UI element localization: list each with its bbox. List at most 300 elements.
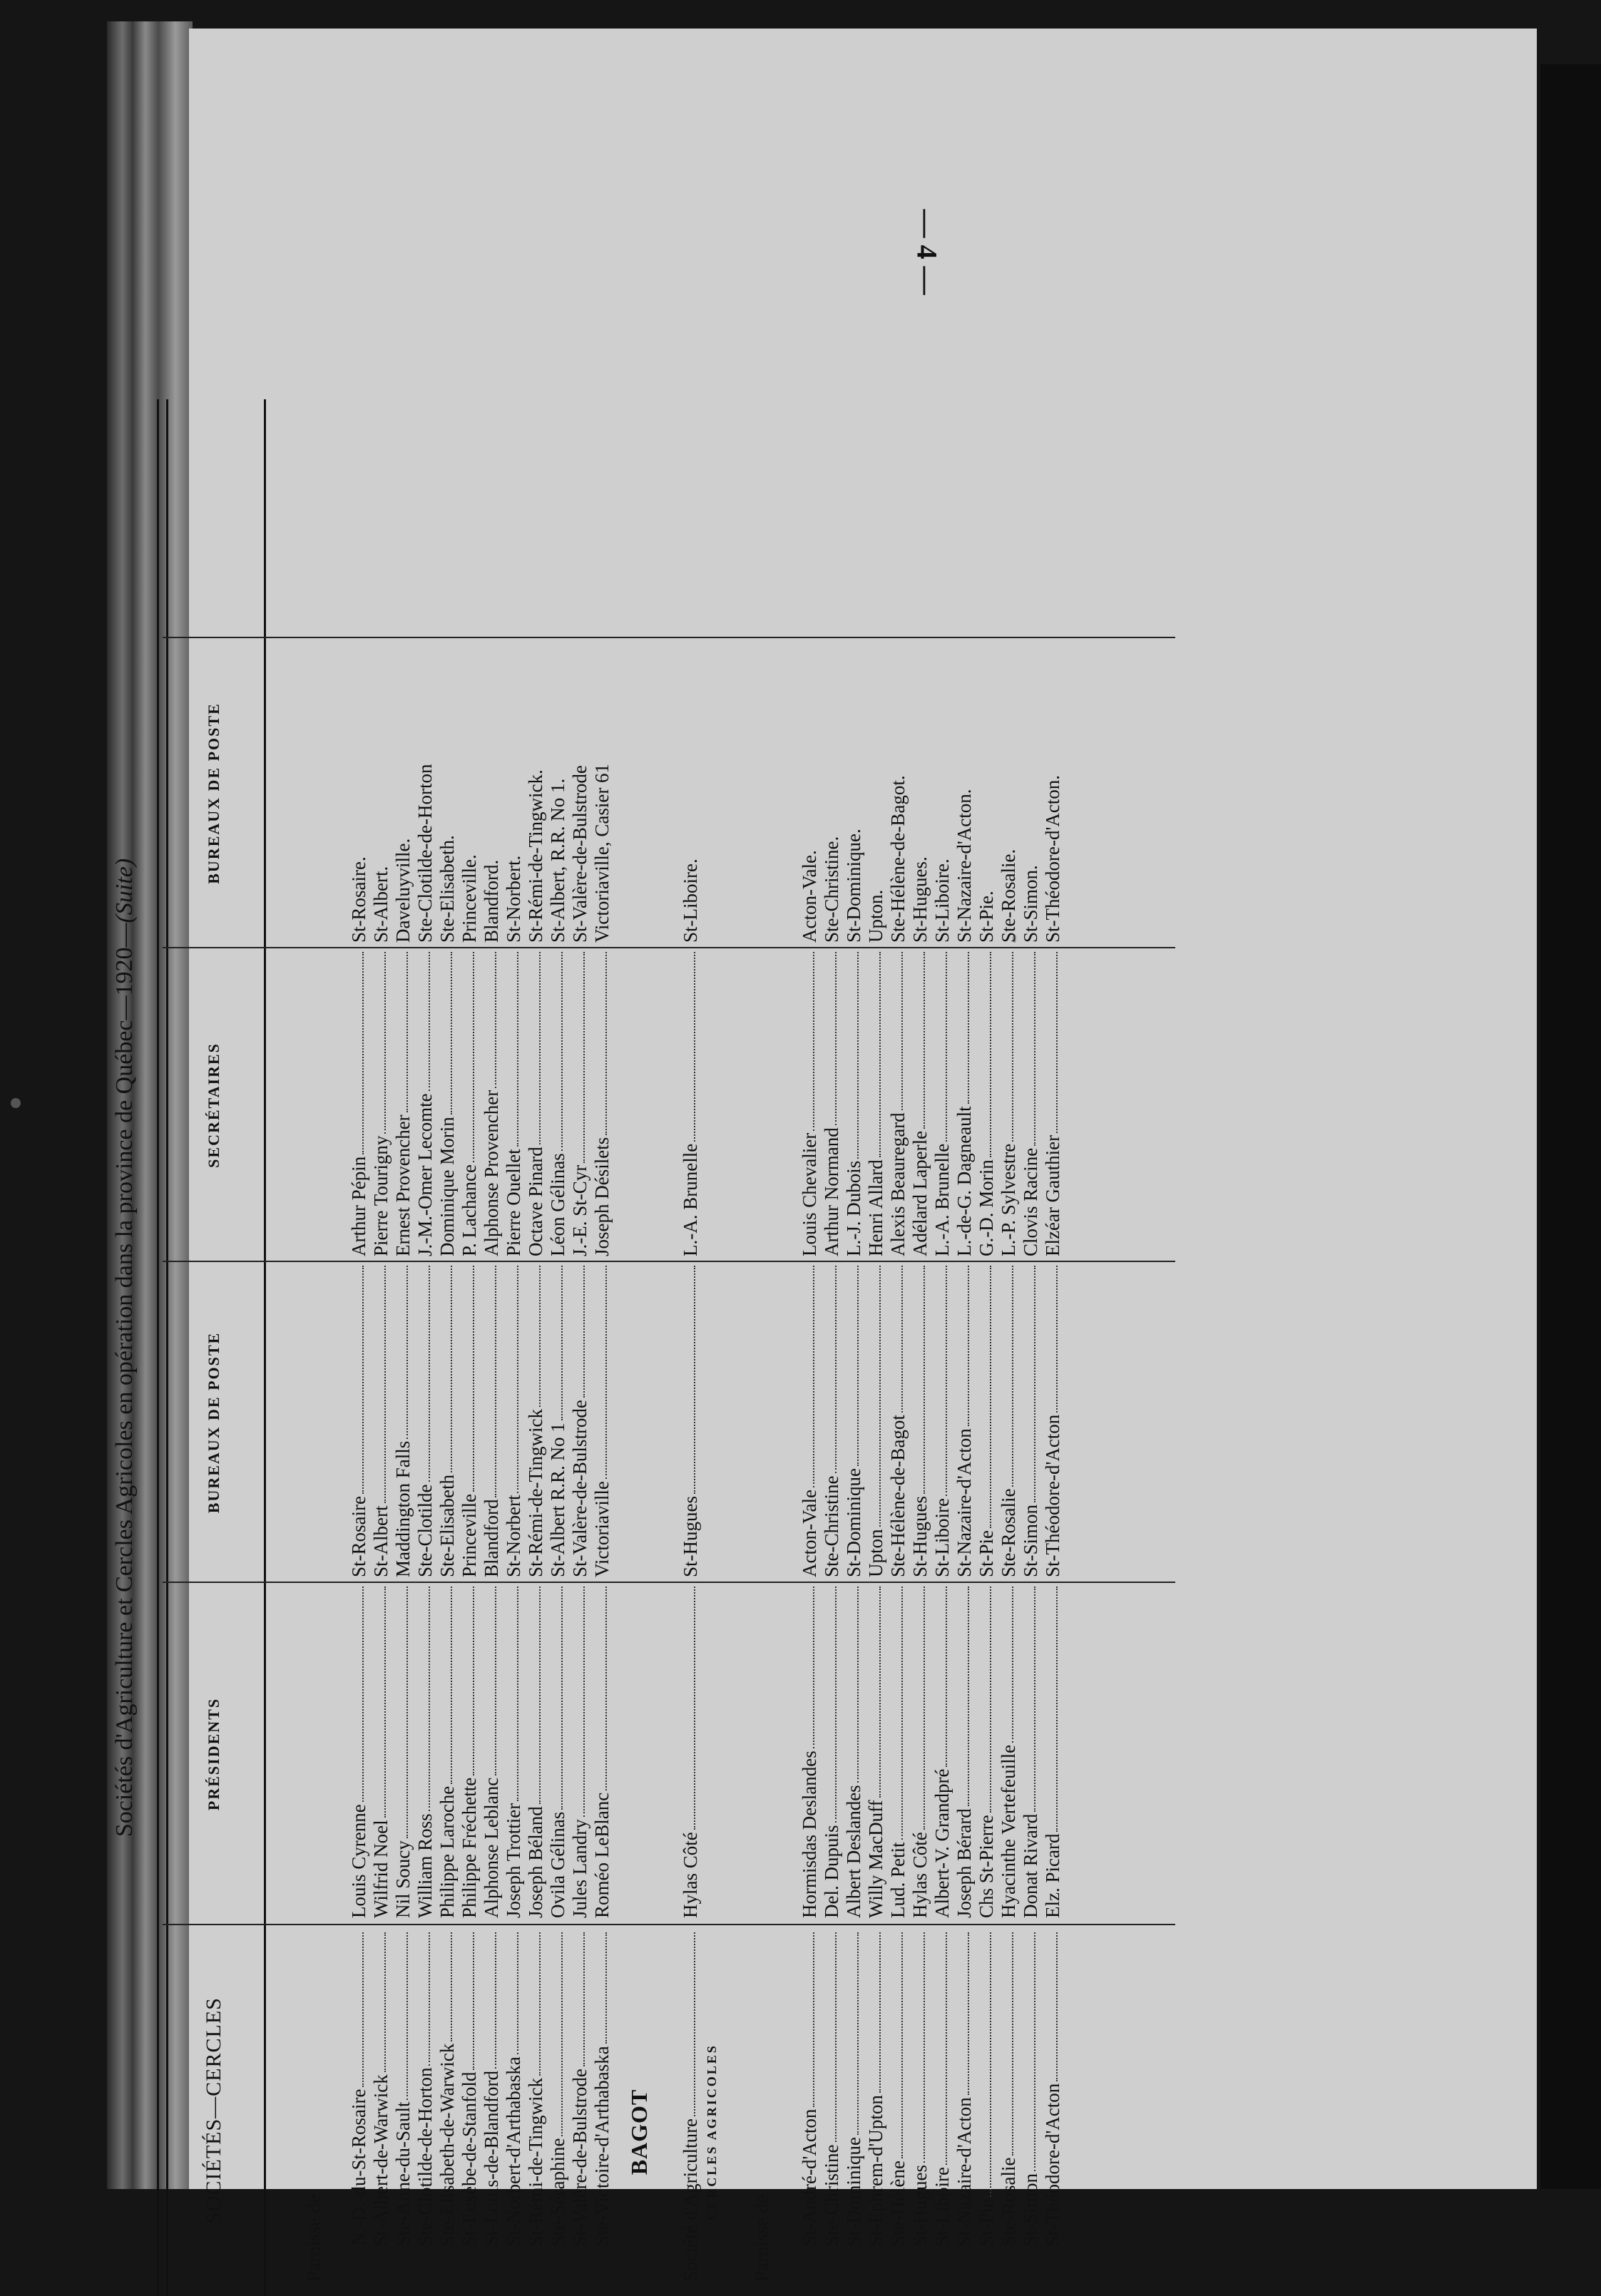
cell-text: St-Dominique. [843, 829, 864, 943]
dot-leader [953, 1266, 969, 1426]
cell-president [348, 1587, 370, 1918]
cell-text: Ste-Anne-du-Sault [392, 2101, 414, 2246]
dot-leader [821, 1587, 837, 1823]
section-cercles-agricoles: CERCLES AGRICOLES [705, 2044, 719, 2220]
cell-secretaire [887, 952, 909, 1256]
header-bureaux-2: BUREAUX DE POSTE [205, 702, 222, 884]
dot-leader [1020, 1266, 1035, 1502]
dot-leader [931, 1266, 947, 1496]
cell-text: Société d'Agriculture [680, 2118, 701, 2282]
cell-text: Joseph Trottier [503, 1803, 524, 1918]
cell-text: St-Rémi-de-Tingwick. [525, 769, 546, 943]
cell-text: Ovila Gélinas [547, 1811, 568, 1918]
cell-societe [1020, 1932, 1042, 2246]
dot-leader [569, 1932, 585, 2066]
dot-leader [1042, 1932, 1058, 2081]
cell-bureau2 [591, 642, 613, 943]
cell-bureau2 [931, 642, 953, 943]
cell-bureau2 [348, 642, 370, 943]
cell-societe [392, 1932, 414, 2246]
cell-president [503, 1587, 525, 1918]
cell-text: St-Eusèbe-de-Stanfold [459, 2071, 480, 2246]
cell-text: St-Hugues. [909, 856, 931, 943]
cell-text: St-Pie [976, 2198, 997, 2246]
cell-text: L.-P. Sylvestre [998, 1143, 1019, 1256]
cell-bureau1 [481, 1266, 503, 1577]
cell-text: St-Simon [1020, 1504, 1041, 1577]
dot-leader [931, 952, 947, 1142]
dot-leader [370, 952, 386, 1134]
cell-text: St-Simon. [1020, 865, 1041, 943]
cell-text: Henri Allard [865, 1159, 886, 1256]
cell-text: Blandford [481, 1499, 502, 1577]
dot-leader [680, 952, 695, 1142]
label-paroisse-2: Paroisse de [751, 2194, 772, 2282]
cell-text: Joseph Béland [525, 1806, 546, 1918]
cell-societe [953, 1932, 976, 2246]
dot-leader [998, 952, 1013, 1142]
cell-text: St-Norbert. [503, 855, 524, 943]
cell-text: Princeville [459, 1494, 480, 1577]
cell-societe [909, 1932, 931, 2246]
cell-secretaire [998, 952, 1020, 1256]
table-row [1042, 399, 1064, 2296]
cell-bureau2 [887, 642, 909, 943]
cell-secretaire [953, 952, 976, 1256]
dot-leader [392, 952, 408, 1112]
cell-president [821, 1587, 843, 1918]
cell-president [680, 1587, 702, 1918]
dot-leader [865, 1266, 881, 1527]
cell-text: St-Louis-de-Blandford [481, 2071, 502, 2246]
cell-text: Elzéar Gauthier [1042, 1134, 1063, 1256]
cell-president [887, 1587, 909, 1918]
cell-secretaire [843, 952, 865, 1256]
cell-bureau2 [1042, 642, 1064, 943]
table-row [799, 399, 821, 2296]
dot-leader [865, 952, 881, 1157]
dot-leader [525, 1266, 541, 1407]
table-row [821, 399, 843, 2296]
dot-leader [481, 1932, 496, 2069]
cell-text: L.-de-G. Dagneault [953, 1106, 975, 1256]
dot-leader [525, 1587, 541, 1804]
cell-text: Upton. [865, 889, 886, 943]
cell-bureau2 [680, 642, 702, 943]
cell-bureau2 [821, 642, 843, 943]
cell-text: Lud. Petit [887, 1842, 909, 1918]
cell-bureau1 [1020, 1266, 1042, 1577]
cell-president [953, 1587, 976, 1918]
cell-societe [348, 1932, 370, 2246]
cell-text: Ste-Victoire-d'Arthabaska [591, 2046, 613, 2246]
cell-text: P. Lachance [459, 1164, 480, 1256]
cell-text: Louis Cyrenne [348, 1804, 369, 1918]
dot-leader [591, 1587, 607, 1790]
cell-text: St-Albert. [370, 866, 392, 943]
cell-secretaire [481, 952, 503, 1256]
cell-secretaire [909, 952, 931, 1256]
dot-leader [976, 1932, 991, 2197]
cell-bureau1 [370, 1266, 392, 1577]
cell-president [459, 1587, 481, 1918]
cell-text: Ste-Clotilde-de-Horton [414, 764, 436, 943]
cell-bureau2 [503, 642, 525, 943]
cell-text: St-Norbert-d'Arthabaska [503, 2056, 524, 2246]
dot-leader [909, 1587, 925, 1830]
dot-leader [569, 952, 585, 1163]
dot-leader [865, 1587, 881, 1798]
cell-president [976, 1587, 998, 1918]
dot-leader [953, 1932, 969, 2095]
dot-leader [436, 1266, 452, 1472]
rotated-table [100, 399, 1184, 2296]
cell-text: Del. Dupuis [821, 1825, 842, 1918]
cell-text: St-Dominique [843, 1468, 864, 1577]
dot-leader [547, 1266, 563, 1420]
cell-secretaire [799, 952, 821, 1256]
dot-leader [392, 1932, 408, 2100]
cell-text: St-Liboire. [931, 859, 953, 943]
dot-leader [348, 1932, 364, 2087]
cell-bureau1 [392, 1266, 414, 1577]
cell-text: Dominique Morin [436, 1117, 458, 1256]
dot-leader [887, 1587, 903, 1840]
table-row [909, 399, 931, 2296]
cell-societe [436, 1932, 459, 2246]
cell-secretaire [976, 952, 998, 1256]
cell-bureau1 [569, 1266, 591, 1577]
cell-bureau1 [503, 1266, 525, 1577]
cell-text: St-Valère-de-Bulstrode [569, 765, 590, 943]
cell-societe [481, 1932, 503, 2246]
table-row [1020, 399, 1042, 2296]
cell-text: St-Liboire [931, 2167, 953, 2246]
dot-leader [909, 952, 925, 1129]
dot-leader [414, 1587, 430, 1811]
table-row [348, 399, 370, 2296]
dot-leader [843, 952, 859, 1159]
cell-text: Ste-Rosalie [998, 1488, 1019, 1577]
dot-leader [370, 1266, 386, 1504]
cell-text: St-Théodore-d'Acton [1042, 2083, 1063, 2246]
dot-leader [348, 1266, 364, 1494]
cell-text: Hyacinthe Vertefeuille [998, 1744, 1019, 1918]
cell-bureau2 [909, 642, 931, 943]
dot-leader [998, 1266, 1013, 1487]
label-paroisse-1: Paroisse de [303, 2194, 324, 2282]
cell-bureau1 [459, 1266, 481, 1577]
cell-societe [569, 1932, 591, 2246]
dot-leader [909, 1266, 925, 1494]
cell-president [591, 1587, 613, 1918]
dot-leader [1020, 1932, 1035, 2171]
header-societes: SOCIÉTÉS—CERCLES [202, 1997, 225, 2224]
cell-text: Maddington Falls [392, 1440, 414, 1577]
cell-secretaire [865, 952, 887, 1256]
cell-text: Ste-Christine. [821, 836, 842, 943]
cell-president [436, 1587, 459, 1918]
cell-bureau2 [843, 642, 865, 943]
dot-leader [843, 1932, 859, 2135]
cell-societe [821, 1932, 843, 2246]
table-frame [157, 399, 1184, 2296]
dot-leader [953, 952, 969, 1104]
dot-leader [1042, 952, 1058, 1133]
cell-text: Acton-Vale [799, 1490, 820, 1577]
dot-leader [680, 1587, 695, 1830]
cell-bureau2 [392, 642, 414, 943]
cell-societe [1042, 1932, 1064, 2246]
cell-president [392, 1587, 414, 1918]
cell-societe [931, 1932, 953, 2246]
cell-text: Roméo LeBlanc [591, 1792, 613, 1918]
cell-text: St-Norbert [503, 1495, 524, 1577]
cell-text: Daveluyville. [392, 838, 414, 943]
dot-leader [976, 952, 991, 1157]
title-main: Sociétés d'Agriculture et Cercles Agricoles en opération dans la province de Québec—1920— [111, 923, 138, 1838]
cell-text: Princeville. [459, 854, 480, 943]
cell-text: Clovis Racine [1020, 1147, 1041, 1256]
table-row [436, 399, 459, 2296]
cell-text: Ste-Hélène [887, 2161, 909, 2246]
cell-text: St-Hugues [909, 2165, 931, 2246]
dot-leader [909, 1932, 925, 2163]
header-rule [264, 399, 266, 2296]
cell-text: Jules Landry [569, 1819, 590, 1918]
cell-bureau2 [481, 642, 503, 943]
cell-text: St-Valère-de-Bulstrode [569, 1400, 590, 1577]
dot-leader [547, 1587, 563, 1810]
cell-secretaire [459, 952, 481, 1256]
cell-bureau1 [525, 1266, 547, 1577]
cell-president [931, 1587, 953, 1918]
cell-text: Léon Gélinas [547, 1153, 568, 1256]
table-row [680, 399, 702, 2296]
cell-president [909, 1587, 931, 1918]
dot-leader [953, 1587, 969, 1806]
cell-secretaire [525, 952, 547, 1256]
cell-president [481, 1587, 503, 1918]
dot-leader [392, 1266, 408, 1439]
cell-text: St-Pie. [976, 891, 997, 943]
dot-leader [799, 1587, 814, 1748]
cell-societe [843, 1932, 865, 2246]
dot-leader [1020, 1587, 1035, 1812]
cell-president [1020, 1587, 1042, 1918]
dot-leader [481, 952, 496, 1088]
cell-text: St-Théodore-d'Acton. [1042, 774, 1063, 943]
cell-secretaire [821, 952, 843, 1256]
cell-secretaire [680, 952, 702, 1256]
cell-text: Pierre Tourigny [370, 1135, 392, 1256]
cell-bureau2 [799, 642, 821, 943]
cell-bureau2 [414, 642, 436, 943]
dot-leader [436, 1587, 452, 1784]
cell-bureau1 [348, 1266, 370, 1577]
cell-secretaire [1042, 952, 1064, 1256]
cell-text: Louis Chevalier [799, 1132, 820, 1256]
table-row [392, 399, 414, 2296]
cell-text: St-Albert R.R. No 1 [547, 1423, 568, 1577]
cell-president [998, 1587, 1020, 1918]
dot-leader [459, 1266, 474, 1492]
dot-leader [459, 1932, 474, 2070]
cell-text: Hylas Côté [909, 1832, 931, 1918]
cell-bureau1 [680, 1266, 702, 1577]
dot-leader [436, 1932, 452, 2041]
dot-leader [591, 1932, 607, 2044]
cell-bureau1 [843, 1266, 865, 1577]
cell-text: St-Nazaire-d'Acton. [953, 789, 975, 943]
dot-leader [843, 1587, 859, 1783]
dot-leader [481, 1266, 496, 1497]
page-number: — 4 — [911, 209, 943, 295]
cell-text: St-Albert-de-Warwick [370, 2074, 392, 2246]
cell-bureau1 [591, 1266, 613, 1577]
cell-text: J.-E. St-Cyr [569, 1164, 590, 1256]
dot-leader [503, 1266, 518, 1493]
dot-leader [821, 1932, 837, 2143]
cell-societe [547, 1932, 569, 2246]
dot-leader [799, 1932, 814, 2107]
table-row [414, 399, 436, 2296]
cell-text: St-Hugues [680, 1496, 701, 1577]
dot-leader [392, 1587, 408, 1838]
cell-societe [525, 1932, 547, 2246]
cell-text: Ste-Rosalie [998, 2157, 1019, 2246]
cell-text: Albert-V. Grandpré [931, 1768, 953, 1918]
cell-text: St-Nazaire-d'Acton [953, 2097, 975, 2246]
cell-text: St-Ephrem-d'Upton [865, 2095, 886, 2246]
cell-secretaire [931, 952, 953, 1256]
dot-leader [976, 1266, 991, 1528]
cell-bureau2 [865, 642, 887, 943]
cell-text: Adélard Laperle [909, 1130, 931, 1256]
cell-societe [799, 1932, 821, 2246]
header-secretaires: SECRÉTAIRES [205, 1042, 222, 1168]
dot-leader [503, 1932, 518, 2054]
table-row [843, 399, 865, 2296]
cell-text: L.-A. Brunelle [931, 1143, 953, 1256]
dot-leader [348, 952, 364, 1154]
table-row [865, 399, 887, 2296]
dot-leader [998, 1932, 1013, 2156]
dot-leader [414, 952, 430, 1091]
cell-bureau1 [865, 1266, 887, 1577]
dot-leader [887, 1932, 903, 2158]
cell-bureau2 [569, 642, 591, 943]
cell-societe [503, 1932, 525, 2246]
cell-bureau2 [436, 642, 459, 943]
cell-text: St-Liboire. [680, 859, 701, 943]
cell-bureau1 [953, 1266, 976, 1577]
cell-societe [680, 1932, 702, 2282]
cell-bureau1 [799, 1266, 821, 1577]
dot-leader [459, 952, 474, 1162]
cell-text: William Ross [414, 1813, 436, 1918]
cell-text: St-Rémi-de-Tingwick [525, 1409, 546, 1577]
cell-text: St-Théodore-d'Acton [1042, 1414, 1063, 1577]
cell-secretaire [436, 952, 459, 1256]
cell-text: Arthur Normand [821, 1127, 842, 1256]
dot-leader [998, 1587, 1013, 1743]
cell-bureau2 [525, 642, 547, 943]
cell-text: Joseph Désilets [591, 1137, 613, 1256]
cell-societe [414, 1932, 436, 2246]
table-row [976, 399, 998, 2296]
cell-bureau1 [414, 1266, 436, 1577]
header-bureaux-1: BUREAUX DE POSTE [205, 1331, 222, 1514]
cell-president [799, 1587, 821, 1918]
cell-text: St-Nazaire-d'Acton [953, 1428, 975, 1577]
dot-leader [799, 952, 814, 1131]
cell-bureau1 [909, 1266, 931, 1577]
cell-text: Ste-Clotilde-de-Horton [414, 2067, 436, 2246]
cell-text: Ste-Rosalie. [998, 849, 1019, 943]
cell-bureau1 [931, 1266, 953, 1577]
cell-text: Ernest Provencher [392, 1114, 414, 1256]
cell-text: St-Liboire [931, 1498, 953, 1577]
cell-bureau1 [976, 1266, 998, 1577]
dot-leader [887, 952, 903, 1110]
cell-text: Donat Rivard [1020, 1813, 1041, 1918]
cell-president [843, 1587, 865, 1918]
cell-text: St-Albert, R.R. No 1. [547, 778, 568, 943]
dot-leader [821, 952, 837, 1125]
dot-leader [821, 1266, 837, 1474]
dot-leader [459, 1587, 474, 1775]
cell-societe [976, 1932, 998, 2246]
cell-text: Albert Deslandes [843, 1785, 864, 1918]
cell-text: L.-J. Dubois [843, 1160, 864, 1256]
dot-leader [414, 1266, 430, 1482]
cell-text: Hormisdas Deslandes [799, 1751, 820, 1918]
cell-secretaire [591, 952, 613, 1256]
cell-text: Ste-Séraphine [547, 2138, 568, 2246]
cell-text: St-Simon [1020, 2173, 1041, 2246]
cell-president [569, 1587, 591, 1918]
cell-president [414, 1587, 436, 1918]
cell-text: Victoriaville [591, 1481, 613, 1577]
cell-text: Arthur Pépin [348, 1156, 369, 1256]
table-row [547, 399, 569, 2296]
dot-leader [547, 952, 563, 1151]
table-row [459, 399, 481, 2296]
cell-text: Elz. Picard [1042, 1833, 1063, 1918]
cell-text: Alphonse Provencher [481, 1090, 502, 1256]
table-row [953, 399, 976, 2296]
table-row [525, 399, 547, 2296]
cell-bureau2 [1020, 642, 1042, 943]
cell-text: St-Hugues [909, 1496, 931, 1577]
dot-leader [680, 1266, 695, 1494]
cell-secretaire [414, 952, 436, 1256]
dot-leader [436, 952, 452, 1114]
table-row [481, 399, 503, 2296]
cell-text: J.-M.-Omer Lecomte [414, 1093, 436, 1256]
dot-leader [887, 1266, 903, 1413]
cell-secretaire [348, 952, 370, 1256]
cell-text: Ste-Clotilde [414, 1484, 436, 1577]
cell-text: Joseph Bérard [953, 1808, 975, 1918]
dot-leader [525, 1932, 541, 2076]
cell-text: Pierre Ouellet [503, 1149, 524, 1256]
cell-text: Willy MacDuff [865, 1800, 886, 1918]
dot-leader [348, 1587, 364, 1802]
cell-societe [459, 1932, 481, 2246]
dot-leader [1020, 952, 1035, 1146]
